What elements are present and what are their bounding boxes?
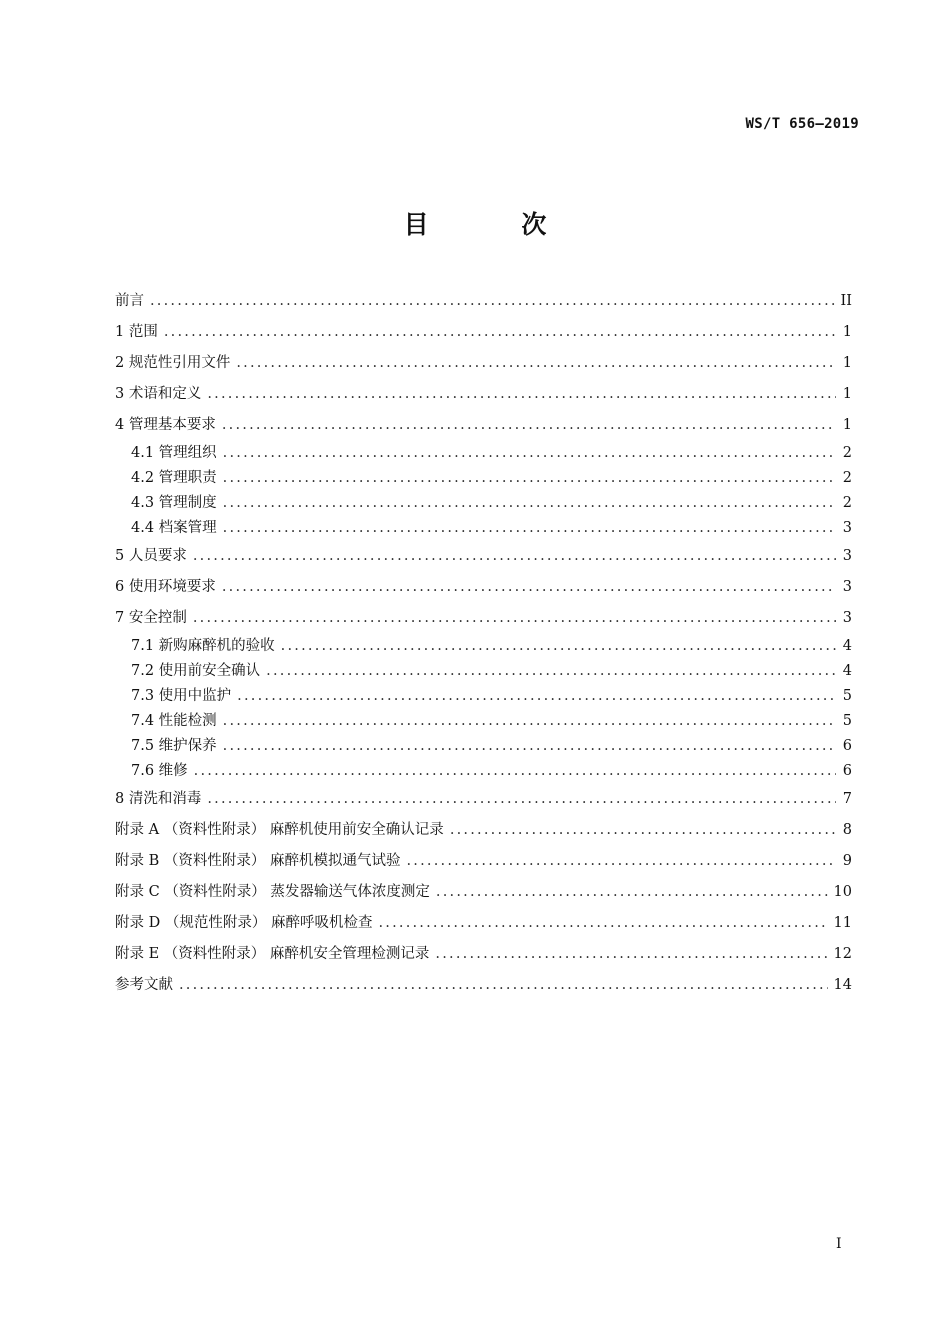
toc-leader-dots [179,970,828,1001]
toc-entry[interactable] [115,572,852,603]
toc-entry-label: 4 管理基本要求 [115,417,216,433]
toc-entry-page: 1 [842,417,852,433]
toc-entry-page: 12 [833,946,852,962]
toc-entry-label: 7.5 维护保养 [131,738,217,754]
toc-entry-label: 附录 D （规范性附录） 麻醉呼吸机检查 [115,915,373,931]
toc-leader-dots [436,877,828,908]
toc-entry[interactable] [115,908,852,939]
toc-entry[interactable] [115,491,852,516]
toc-title: 目 次 [403,210,589,239]
toc-entry-page: 1 [842,386,852,402]
toc-entry-label: 7 安全控制 [115,610,187,626]
toc-entry[interactable] [115,877,852,908]
standard-code: WS/T 656—2019 [745,116,859,132]
toc-entry-page: 6 [842,763,852,779]
toc-entry-label: 7.1 新购麻醉机的验收 [131,638,275,654]
toc-entry-label: 8 清洗和消毒 [115,791,202,807]
toc-entry-page: 1 [842,355,852,371]
toc-entry-label: 附录 E （资料性附录） 麻醉机安全管理检测记录 [115,946,430,962]
toc-leader-dots [193,603,836,634]
toc-leader-dots [207,784,836,815]
toc-entry-label: 5 人员要求 [115,548,187,564]
toc-leader-dots [223,516,836,541]
toc-entry[interactable] [115,684,852,709]
toc-leader-dots [207,379,836,410]
toc-entry[interactable] [115,784,852,815]
toc-entry-label: 4.1 管理组织 [131,445,217,461]
toc-leader-dots [223,441,836,466]
toc-leader-dots [150,286,835,317]
toc-entry-page: 8 [842,822,852,838]
toc-entry[interactable] [115,348,852,379]
toc-entry-label: 4.2 管理职责 [131,470,217,486]
toc-entry[interactable] [115,441,852,466]
toc-entry-label: 7.3 使用中监护 [131,688,232,704]
toc-entry-label: 3 术语和定义 [115,386,202,402]
toc-entry[interactable] [115,286,852,317]
toc-entry[interactable] [115,516,852,541]
toc-entry-label: 7.6 维修 [131,763,188,779]
toc-entry[interactable] [115,659,852,684]
toc-entry[interactable] [115,603,852,634]
toc-leader-dots [223,709,836,734]
toc-entry[interactable] [115,634,852,659]
toc-entry-label: 附录 A （资料性附录） 麻醉机使用前安全确认记录 [115,822,444,838]
toc-entry-page: 9 [842,853,852,869]
toc-entry-label: 前言 [115,293,144,309]
toc-entry-page: 5 [842,688,852,704]
toc-entry[interactable] [115,759,852,784]
toc-entry-page: 2 [842,470,852,486]
toc-entry-page: 3 [842,579,852,595]
toc-leader-dots [164,317,836,348]
toc-entry-page: 4 [842,638,852,654]
toc-entry-label: 2 规范性引用文件 [115,355,231,371]
toc-leader-dots [223,491,836,516]
toc-leader-dots [266,659,836,684]
toc-leader-dots [223,734,836,759]
toc-entry-label: 1 范围 [115,324,158,340]
toc-entry[interactable] [115,466,852,491]
toc-entry-page: 1 [842,324,852,340]
toc-leader-dots [378,908,827,939]
toc-entry-label: 7.2 使用前安全确认 [131,663,261,679]
toc-entry-page: 7 [842,791,852,807]
toc-entry[interactable] [115,970,852,1001]
toc-entry[interactable] [115,734,852,759]
toc-entry-page: 6 [842,738,852,754]
toc-leader-dots [450,815,836,846]
toc-entry-page: 2 [842,495,852,511]
toc-entry-label: 4.3 管理制度 [131,495,217,511]
toc-entry-label: 附录 B （资料性附录） 麻醉机模拟通气试验 [115,853,401,869]
toc-entry-label: 4.4 档案管理 [131,520,217,536]
toc-entry-page: 3 [842,610,852,626]
toc-entry[interactable] [115,709,852,734]
toc-leader-dots [237,684,836,709]
toc-entry-page: 4 [842,663,852,679]
toc-leader-dots [281,634,836,659]
toc-leader-dots [236,348,836,379]
toc-entry-label: 7.4 性能检测 [131,713,217,729]
toc-entry-label: 附录 C （资料性附录） 蒸发器输送气体浓度测定 [115,884,430,900]
toc-entry-page: 5 [842,713,852,729]
toc-entry[interactable] [115,939,852,970]
toc-entry[interactable] [115,379,852,410]
toc-leader-dots [194,759,836,784]
toc-entry[interactable] [115,846,852,877]
toc-leader-dots [435,939,827,970]
toc-entry-page: 10 [833,884,852,900]
toc-leader-dots [222,572,836,603]
toc-entry[interactable] [115,317,852,348]
toc-entry-page: 3 [842,520,852,536]
toc-entry-label: 6 使用环境要求 [115,579,216,595]
toc-entry-page: II [840,293,852,309]
toc-leader-dots [406,846,836,877]
table-of-contents [115,286,852,1001]
toc-leader-dots [193,541,836,572]
toc-entry[interactable] [115,815,852,846]
toc-leader-dots [223,466,836,491]
toc-entry[interactable] [115,541,852,572]
toc-entry[interactable] [115,410,852,441]
toc-leader-dots [222,410,836,441]
toc-entry-page: 14 [833,977,852,993]
toc-entry-label: 参考文献 [115,977,173,993]
toc-entry-page: 3 [842,548,852,564]
toc-entry-page: 11 [833,915,852,931]
page-number: I [836,1236,842,1252]
toc-entry-page: 2 [842,445,852,461]
